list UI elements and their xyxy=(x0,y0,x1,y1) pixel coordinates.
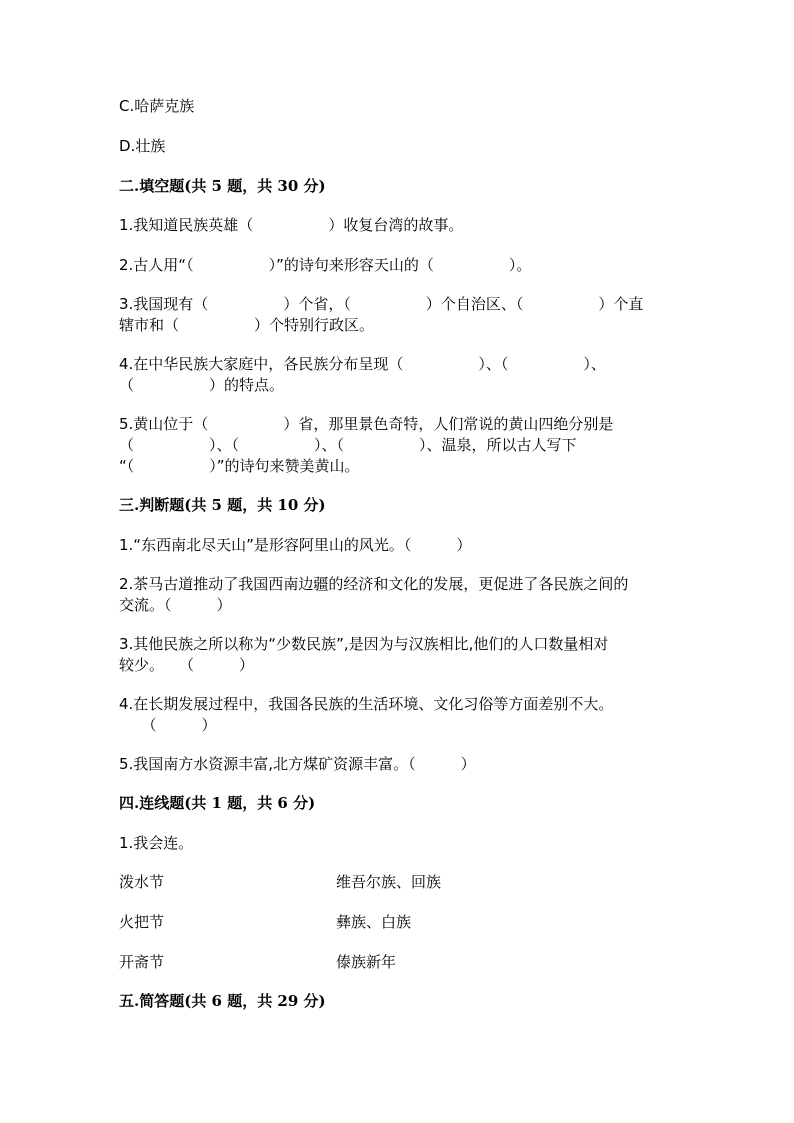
option-c: C.哈萨克族 xyxy=(119,97,195,115)
fill-blank-question-4-line-2: （ ）的特点。 xyxy=(119,376,285,394)
matching-left-item: 泼水节 xyxy=(119,873,165,891)
true-false-question-5: 5.我国南方水资源丰富,北方煤矿资源丰富。（ ） xyxy=(119,755,476,773)
matching-left-item: 火把节 xyxy=(119,913,165,931)
section-heading-fill-blank: 二.填空题(共 5 题，共 30 分) xyxy=(119,177,326,195)
matching-question-1: 1.我会连。 xyxy=(119,834,194,852)
fill-blank-question-5-line-2: （ ）、（ ）、（ ）、温泉，所以古人写下 xyxy=(119,436,577,454)
fill-blank-question-2: 2.古人用“（ ）”的诗句来形容天山的（ ）。 xyxy=(119,256,532,274)
section-heading-true-false: 三.判断题(共 5 题，共 10 分) xyxy=(119,496,326,514)
fill-blank-question-1: 1.我知道民族英雄（ ）收复台湾的故事。 xyxy=(119,216,464,234)
fill-blank-question-5-line-3: “（ ）”的诗句来赞美黄山。 xyxy=(119,457,360,475)
option-d: D.壮族 xyxy=(119,137,166,155)
true-false-question-3-line-2: 较少。 （ ） xyxy=(119,656,255,674)
true-false-question-2-line-1: 2.茶马古道推动了我国西南边疆的经济和文化的发展，更促进了各民族之间的 xyxy=(119,575,629,593)
matching-right-item: 彝族、白族 xyxy=(336,913,412,931)
section-heading-short-answer: 五.简答题(共 6 题，共 29 分) xyxy=(119,992,326,1010)
true-false-question-2-line-2: 交流。（ ） xyxy=(119,596,232,614)
fill-blank-question-4-line-1: 4.在中华民族大家庭中，各民族分布呈现（ ）、（ ）、 xyxy=(119,355,606,373)
matching-right-item: 傣族新年 xyxy=(336,953,397,971)
true-false-question-4-line-1: 4.在长期发展过程中，我国各民族的生活环境、文化习俗等方面差别不大。 xyxy=(119,695,614,713)
fill-blank-question-5-line-1: 5.黄山位于（ ）省，那里景色奇特，人们常说的黄山四绝分别是 xyxy=(119,415,614,433)
true-false-question-1: 1.“东西南北尽天山”是形容阿里山的风光。（ ） xyxy=(119,536,472,554)
section-heading-matching: 四.连线题(共 1 题，共 6 分) xyxy=(119,794,316,812)
matching-right-item: 维吾尔族、回族 xyxy=(336,873,442,891)
fill-blank-question-3-line-2: 辖市和（ ）个特别行政区。 xyxy=(119,316,375,334)
true-false-question-4-line-2: （ ） xyxy=(119,716,217,734)
fill-blank-question-3-line-1: 3.我国现有（ ）个省，（ ）个自治区、（ ）个直 xyxy=(119,295,644,313)
true-false-question-3-line-1: 3.其他民族之所以称为“少数民族”,是因为与汉族相比,他们的人口数量相对 xyxy=(119,635,609,653)
matching-left-item: 开斋节 xyxy=(119,953,165,971)
